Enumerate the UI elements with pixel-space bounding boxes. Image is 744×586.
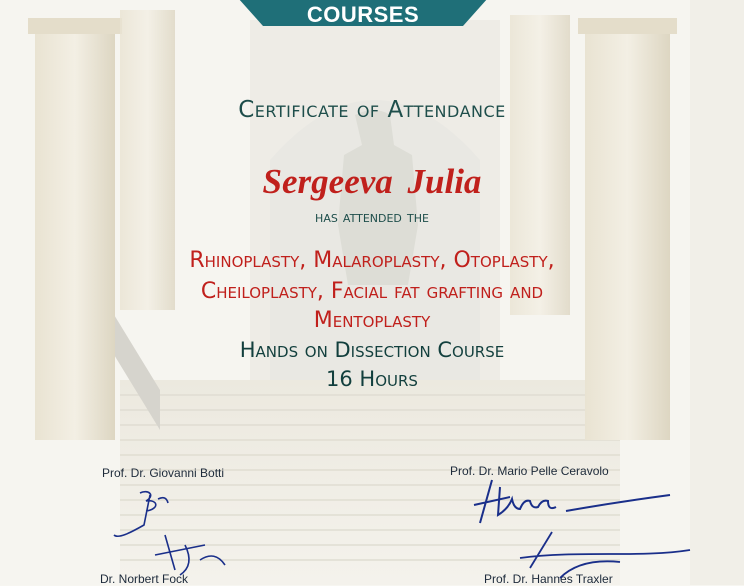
signature-ceravolo (470, 475, 690, 535)
signatory-name-1: Prof. Dr. Giovanni Botti (102, 466, 225, 480)
signatory-name-4: Prof. Dr. Hannes Traxler (484, 572, 613, 586)
signatory-name-2: Prof. Dr. Mario Pelle Ceravolo (450, 464, 609, 478)
certificate-title: Certificate of Attendance (238, 97, 506, 123)
banner-text: COURSES (306, 2, 420, 27)
course-line-1: Rhinoplasty, Malaroplasty, Otoplasty, (189, 248, 555, 273)
signature-traxler (500, 528, 710, 585)
course-type: Hands on Dissection Course (239, 338, 505, 362)
signature-fock (145, 525, 245, 580)
attended-text: has attended the (315, 207, 429, 226)
signatory-name-3: Dr. Norbert Fock (100, 572, 189, 586)
course-line-2: Cheiloplasty, Facial fat grafting and (200, 279, 544, 304)
course-duration: 16 Hours (326, 367, 418, 391)
recipient-name: Sergeeva Julia (262, 162, 482, 201)
course-line-3: Mentoplasty (313, 308, 431, 333)
